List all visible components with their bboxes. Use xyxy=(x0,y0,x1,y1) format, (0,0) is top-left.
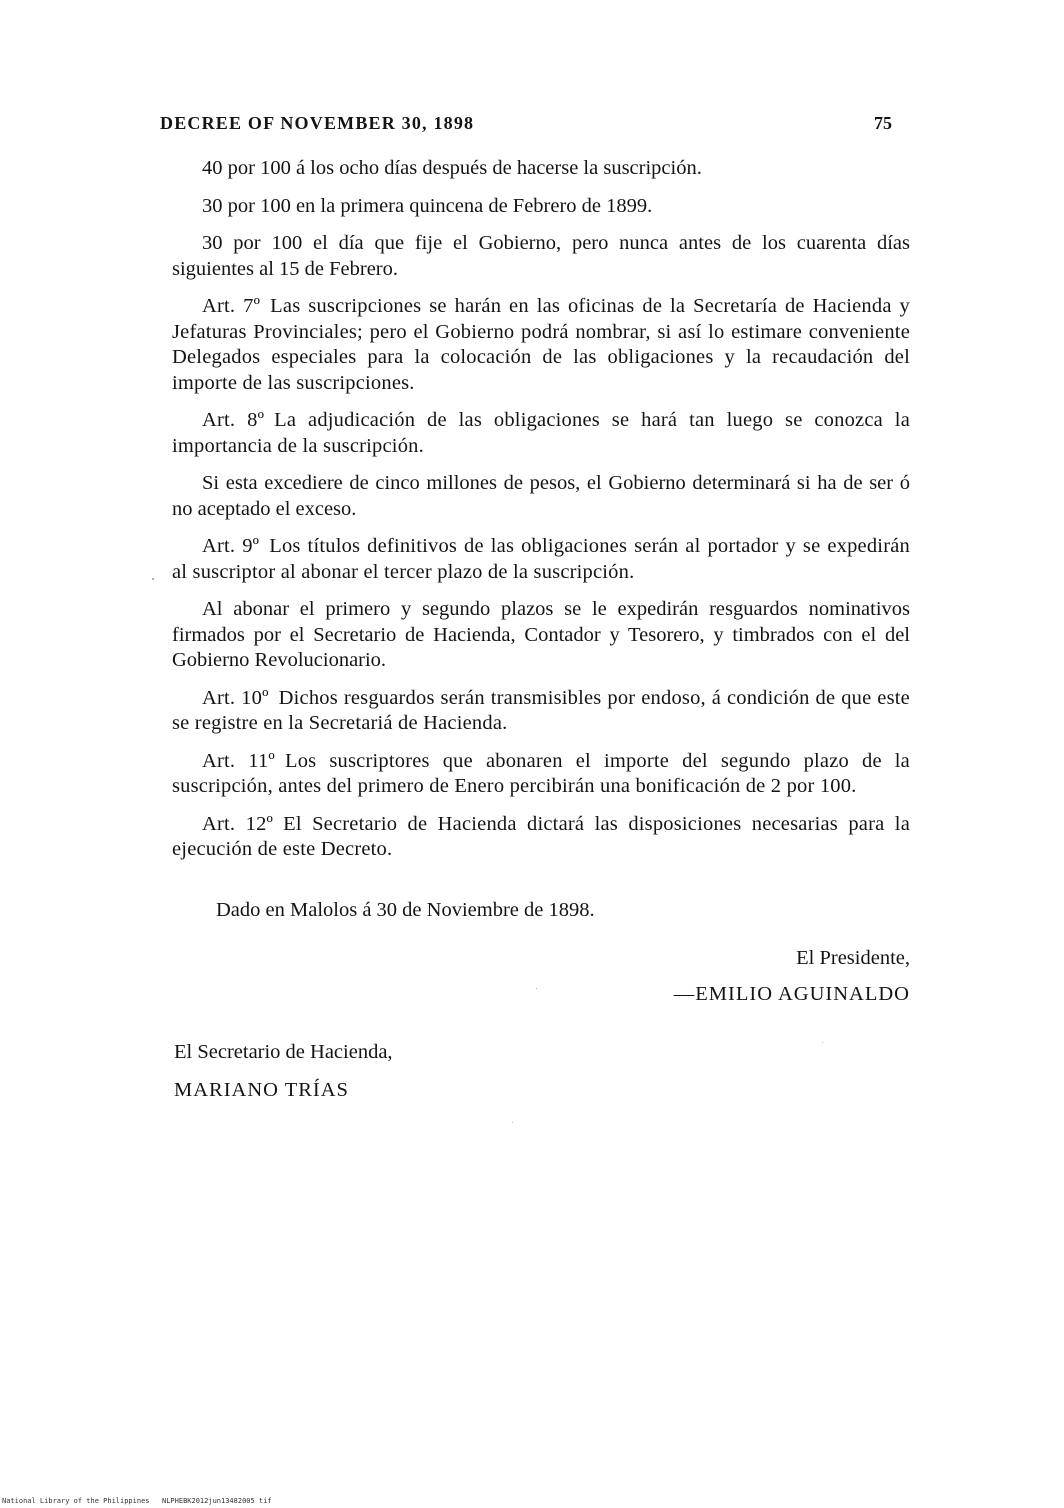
paragraph-text: Las suscripciones se harán en las oficinas de la Secretaría de Hacienda y Jefaturas Provinciales; pero el Gobierno podrá nombrar, si así lo estimare conveniente Delegados especiales para la colocación de las obligaciones y la recaudación del importe de las suscripciones. xyxy=(172,295,910,394)
scan-speck xyxy=(536,988,537,989)
paragraph-text: El Secretario de Hacienda dictará las disposiciones necesarias para la ejecución de este Decreto. xyxy=(172,812,910,860)
article-8 xyxy=(172,408,910,459)
paragraph-text: Los suscriptores que abonaren el importe del segundo plazo de la suscripción, antes del primero de Enero percibirán una bonificación de 2 por 100. xyxy=(172,749,910,797)
page-number: 75 xyxy=(874,113,892,133)
article-label: Art. 12º xyxy=(202,812,274,835)
paragraph-text: La adjudicación de las obligaciones se hará tan luego se conozca la importancia de la suscripción. xyxy=(172,409,910,457)
paragraph xyxy=(172,597,910,674)
secretary-signature: MARIANO TRÍAS xyxy=(174,1079,349,1101)
footer-file-id: NLPHEBK2012jun13482005 tif xyxy=(162,1497,272,1505)
article-10 xyxy=(172,686,910,737)
paragraph xyxy=(172,471,910,522)
paragraph-text: 30 por 100 el día que fije el Gobierno, pero nunca antes de los cuarenta días siguientes al 15 de Febrero. xyxy=(172,232,910,280)
scan-speck xyxy=(152,578,154,580)
article-9 xyxy=(172,534,910,585)
article-label: Art. 9º xyxy=(202,535,260,557)
closing-date-line: Dado en Malolos á 30 de Noviembre de 1898. xyxy=(216,899,595,921)
document-title: DECREE OF NOVEMBER 30, 1898 xyxy=(160,113,475,133)
president-signature: —EMILIO AGUINALDO xyxy=(673,983,910,1005)
decree-body xyxy=(172,156,910,875)
paragraph xyxy=(172,156,910,182)
article-label: Art. 11º xyxy=(202,749,275,772)
page-header xyxy=(160,113,892,139)
paragraph-text: 30 por 100 en la primera quincena de Febrero de 1899. xyxy=(202,194,653,217)
paragraph-text: Al abonar el primero y segundo plazos se le expedirán resguardos nominativos firmados por el Secretario de Hacienda, Contador y Tesorero, y timbrados con el del Gobierno Revolucionario. xyxy=(172,598,910,671)
secretary-title: El Secretario de Hacienda, xyxy=(174,1041,393,1063)
paragraph xyxy=(172,194,910,220)
scan-speck xyxy=(822,1042,823,1043)
paragraph-text: Si esta excediere de cinco millones de pesos, el Gobierno determinará si ha de ser ó no aceptado el exceso. xyxy=(172,472,910,520)
article-11 xyxy=(172,749,910,800)
article-label: Art. 10º xyxy=(202,686,269,709)
article-label: Art. 7º xyxy=(202,295,261,317)
paragraph-text: Dichos resguardos serán transmisibles por endoso, á condición de que este se registre en la Secretariá de Hacienda. xyxy=(172,686,910,734)
scan-speck xyxy=(512,1122,513,1123)
article-12 xyxy=(172,812,910,863)
paragraph-text: 40 por 100 á los ocho días después de hacerse la suscripción. xyxy=(202,157,702,179)
article-7 xyxy=(172,294,910,396)
president-title: El Presidente, xyxy=(796,947,910,969)
footer-library-credit: National Library of the Philippines xyxy=(2,1497,150,1505)
paragraph xyxy=(172,231,910,282)
article-label: Art. 8º xyxy=(202,409,265,431)
paragraph-text: Los títulos definitivos de las obligaciones serán al portador y se expedirán al suscriptor al abonar el tercer plazo de la suscripción. xyxy=(172,535,910,583)
